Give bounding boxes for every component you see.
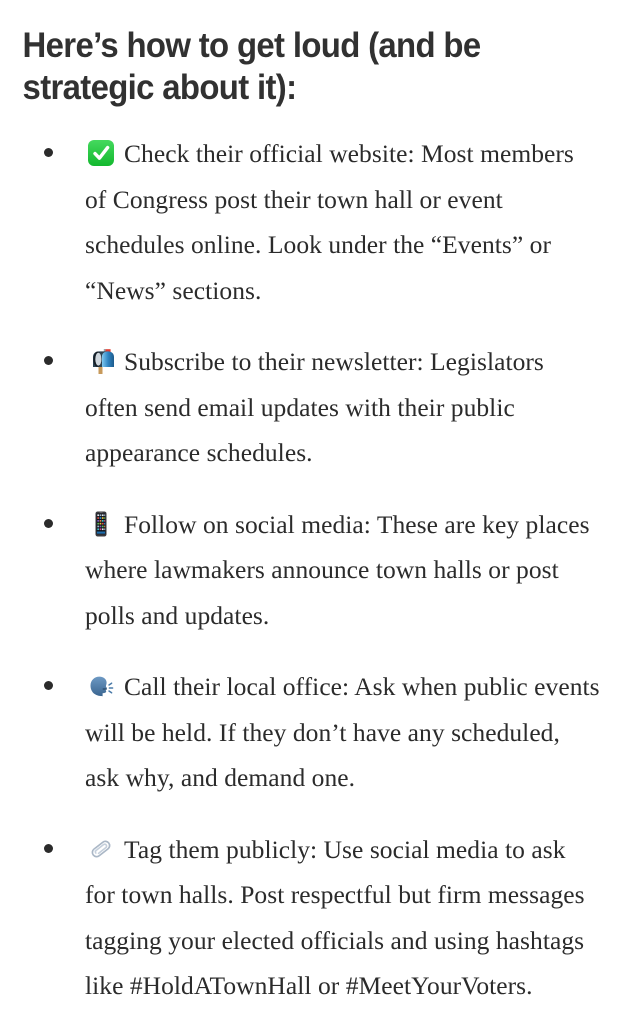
bullet-marker <box>44 519 53 528</box>
white-check-mark-icon <box>85 138 117 168</box>
list-item <box>0 131 636 313</box>
bullet-marker <box>44 681 53 690</box>
speaking-head-icon <box>85 671 117 701</box>
list-item <box>0 502 636 639</box>
mobile-phone-icon <box>85 509 117 539</box>
list-item <box>0 827 636 1009</box>
open-mailbox-with-raised-flag-icon <box>85 346 117 376</box>
list-item <box>0 664 636 801</box>
list-item-text: Follow on social media: These are key places where lawmakers announce town halls or post polls and updates. <box>85 509 590 630</box>
list-item <box>0 339 636 476</box>
bullet-marker <box>44 356 53 365</box>
list-item-text: Call their local office: Ask when public events will be held. If they don’t have any scheduled, ask why, and demand one. <box>85 672 600 792</box>
bullet-marker <box>44 148 53 157</box>
action-steps-list <box>0 109 636 1009</box>
list-item-text: Subscribe to their newsletter: Legislators often send email updates with their public appearance schedules. <box>85 347 544 467</box>
bullet-marker <box>44 844 53 853</box>
page-title: Here’s how to get loud (and be strategic about it): <box>22 26 481 107</box>
paperclip-icon <box>85 834 117 864</box>
list-item-text: Check their official website: Most members of Congress post their town hall or event schedules online. Look under the “Events” or “News” sections. <box>85 139 574 305</box>
list-item-text: Tag them publicly: Use social media to ask for town halls. Post respectful but firm messages tagging your elected officials and using hashtags like #HoldATownHall or #MeetYourVoters. <box>85 834 585 1000</box>
